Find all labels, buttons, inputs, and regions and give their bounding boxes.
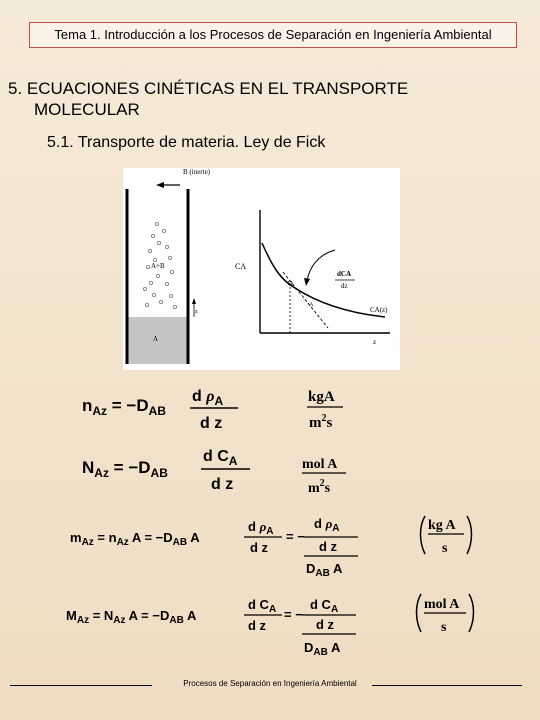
- footer-rule-right: [372, 685, 522, 686]
- svg-text:nAz = −DAB: $n_{Az} = -D_{AB}$: [82, 396, 166, 418]
- svg-text:kgA: kgA: [308, 389, 335, 405]
- svg-text:NAz = −DAB: $N_{Az} = -D_{AB}$: [82, 458, 168, 480]
- liquid-label: A: [153, 335, 159, 343]
- svg-text:d z: d z: [316, 617, 335, 632]
- svg-text:s: s: [442, 541, 448, 556]
- section-title: [8, 78, 408, 120]
- header-title: Tema 1. Introducción a los Procesos de Separación en Ingeniería Ambiental: [54, 27, 492, 42]
- z-axis-arrow-head: [192, 298, 196, 304]
- footer-text: Procesos de Separación en Ingeniería Ambiental: [183, 679, 357, 688]
- svg-text:d CA: d $C_A$: [203, 448, 238, 468]
- svg-text:kg A: kg A: [428, 518, 456, 533]
- svg-text:d ρA: d $\rho_A$: [192, 388, 224, 408]
- slope-label-num: dCA: [337, 270, 352, 278]
- svg-text:d CA: d $C_A$: [248, 597, 277, 615]
- mix-label: A+B: [151, 262, 165, 270]
- footer-rule-left: [10, 685, 152, 686]
- svg-text:mAz = nAz A = −DAB A: $m_{Az} = n_{Az}$ $A = -D_{AB}$ A: [70, 530, 200, 548]
- slope-label-den: dz: [341, 282, 348, 290]
- subsection-title: 5.1. Transporte de materia. Ley de Fick: [47, 134, 326, 151]
- z-axis-label: z: [195, 309, 198, 315]
- inert-label: B (inerte): [183, 168, 211, 176]
- equation-3: [68, 510, 368, 580]
- svg-text:mol A: mol A: [302, 457, 338, 472]
- svg-text:= −: = −: [286, 529, 305, 544]
- inert-arrow-head: [156, 182, 164, 188]
- slope-arrow-head: [304, 278, 310, 286]
- point-label: A: [309, 302, 314, 308]
- svg-text:= −: = −: [284, 607, 303, 622]
- equation-3-units: [418, 512, 478, 560]
- equation-1-units: [303, 385, 363, 435]
- svg-text:d z: d z: [211, 476, 234, 493]
- equation-1: [80, 380, 280, 440]
- section-title-line2: MOLECULAR: [34, 100, 140, 119]
- svg-text:DAB A: $D_{AB}$ A: [306, 561, 343, 579]
- x-axis-label: z: [373, 338, 377, 346]
- concentration-curve: [262, 243, 385, 317]
- svg-text:d z: d z: [200, 415, 223, 432]
- svg-text:MAz = NAz A = −DAB A: $M_{Az} = N_{Az}$ $A = -D_{AB}$ A: [66, 608, 197, 626]
- svg-text:m2s: $m^2s$: [308, 478, 331, 496]
- section-title-line1: 5. ECUACIONES CINÉTICAS EN EL TRANSPORTE: [8, 79, 409, 98]
- equation-2-units: [298, 452, 358, 500]
- svg-text:mol A: mol A: [424, 597, 460, 612]
- fick-diagram: [123, 168, 400, 370]
- svg-text:d CA: d $C_A$: [310, 597, 339, 615]
- svg-text:d ρA: d $\rho_A$: [248, 519, 274, 537]
- svg-text:d z: d z: [250, 540, 269, 555]
- svg-text:m2s: $m^2s$: [309, 413, 333, 431]
- svg-text:d ρA: d $\rho_A$: [314, 516, 340, 534]
- slope-arrow: [307, 250, 335, 280]
- svg-text:d z: d z: [319, 539, 338, 554]
- header-title-box: [29, 22, 517, 48]
- svg-text:s: s: [441, 620, 447, 635]
- equation-4: [64, 590, 364, 660]
- svg-text:DAB A: $D_{AB}$ A: [304, 640, 341, 658]
- equation-4-units: [414, 590, 478, 638]
- svg-text:d z: d z: [248, 618, 267, 633]
- equation-2: [80, 444, 280, 500]
- curve-label: CA(z): [370, 306, 388, 314]
- ca-axis-label: CA: [235, 262, 247, 271]
